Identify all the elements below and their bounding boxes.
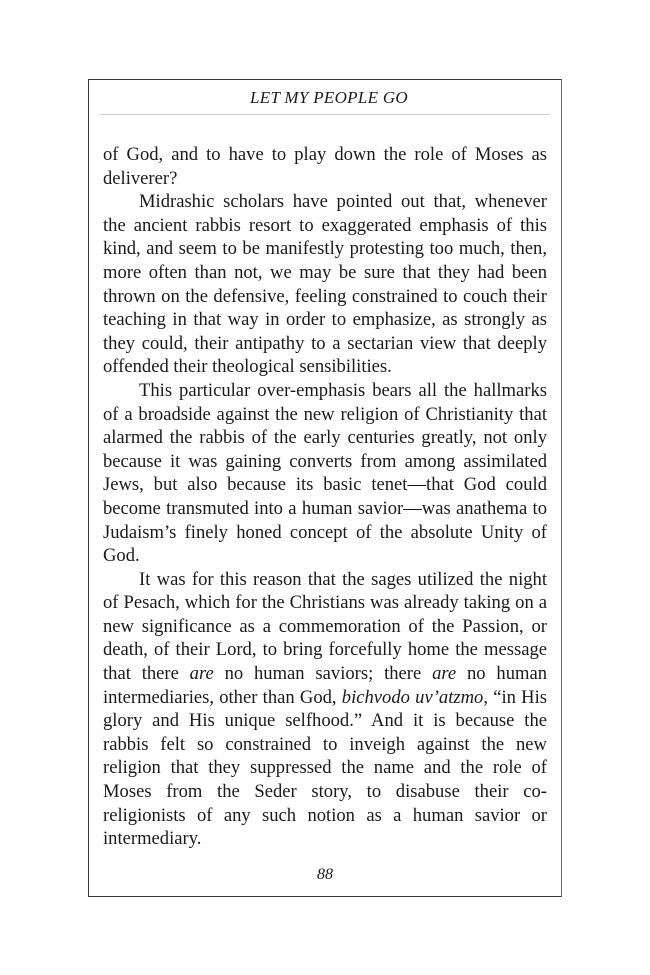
text-segment: It was for this reason that the sages utilized the night of Pesach, which for the Christians was already taking on a new significance as a commemoration of the Passion, or death, of their Lord, to bring forcefully home the message that there [103, 568, 547, 685]
text-segment: Midrashic scholars have pointed out that, whenever the ancient rabbis resort to exaggerated emphasis of this kind, and seem to be manifestly protesting too much, then, more often than not, we may be sure that they had been thrown on the defensive, feeling constrained to couch their teaching in that way in order to emphasize, as strongly as they could, their antipathy to a sectarian view that deeply offended their theological sensibilities. [103, 191, 547, 378]
text-segment: of God, and to have to play down the role of Moses as deliverer? [103, 144, 547, 189]
body-text [103, 143, 547, 851]
italic-emphasis: are [432, 663, 457, 685]
paragraph [103, 379, 547, 568]
italic-hebrew-phrase: bichvodo uv’atzmo [341, 686, 484, 708]
text-segment: no human intermediaries, other than God, [103, 663, 547, 708]
paragraph [103, 190, 547, 379]
text-segment: , “in His glory and His unique selfhood.” And it is because the rabbis felt so constrained to inveigh against the new religion that they suppressed the name and the role of Moses from the Seder story, to disabuse their co-religionists of any such notion as a human savior or intermediary. [103, 686, 547, 850]
page-number: 88 [317, 866, 333, 883]
italic-emphasis: are [189, 663, 214, 685]
paragraph [103, 568, 547, 851]
header-rule [100, 114, 550, 115]
paragraph [103, 143, 547, 190]
text-segment: no human saviors; there [213, 663, 433, 685]
running-head: LET MY PEOPLE GO [250, 88, 408, 107]
text-segment: This particular over-emphasis bears all the hallmarks of a broadside against the new religion of Christianity that alarmed the rabbis of the early centuries greatly, not only because it was gaining converts from among assimilated Jews, but also because its basic tenet—that God could become transmuted into a human savior—was anathema to Judaism’s finely honed concept of the absolute Unity of God. [103, 379, 547, 567]
